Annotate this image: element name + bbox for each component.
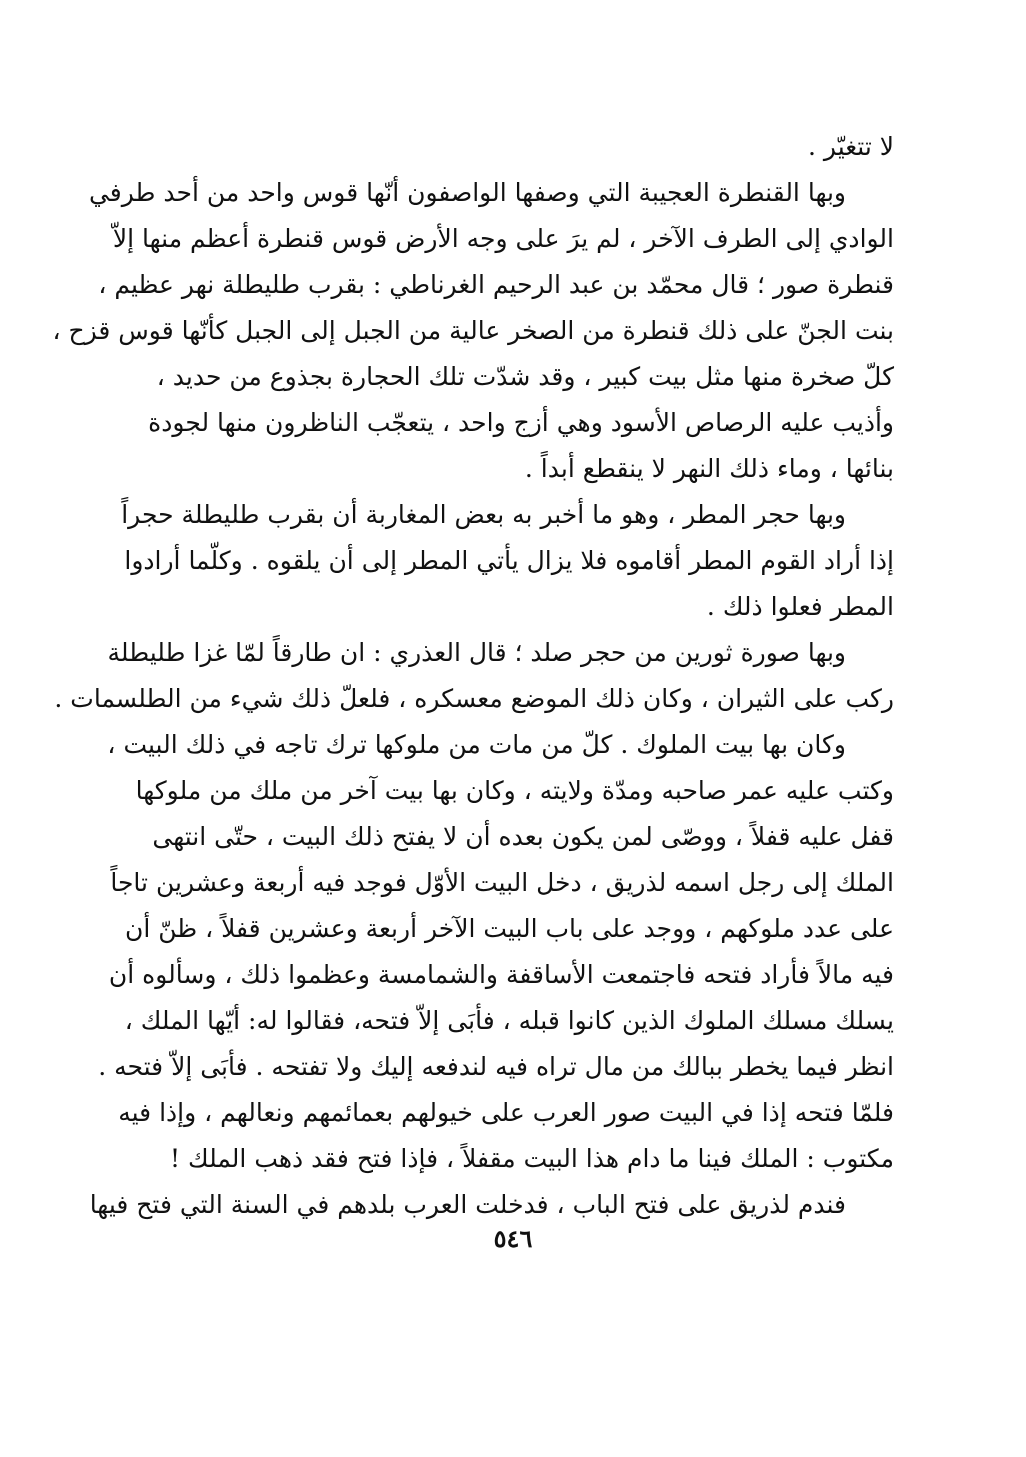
text-line: وكان بها بيت الملوك . كلّ من مات من ملوكها ترك تاجه في ذلك البيت ، (107, 730, 846, 759)
text-line: وبها صورة ثورين من حجر صلد ؛ قال العذري : ان طارقاً لمّا غزا طليطلة (107, 638, 846, 667)
text-line: المطر فعلوا ذلك . (706, 592, 894, 621)
text-line: إذا أراد القوم المطر أقاموه فلا يزال يأتي المطر إلى أن يلقوه . وكلّما أرادوا (124, 546, 894, 575)
text-line: وبها حجر المطر ، وهو ما أخبر به بعض المغاربة أن بقرب طليطلة حجراً (121, 500, 846, 529)
text-line: انظر فيما يخطر ببالك من مال تراه فيه لندفعه إليك ولا تفتحه . فأبَى إلاّ فتحه . (98, 1052, 894, 1081)
text-line: بنت الجنّ على ذلك قنطرة من الصخر عالية من الجبل إلى الجبل كأنّها قوس قزح ، (52, 316, 894, 345)
text-line: الوادي إلى الطرف الآخر ، لم يرَ على وجه الأرض قوس قنطرة أعظم منها إلاّ (112, 224, 894, 253)
page-text-body (52, 124, 894, 1228)
text-line: كلّ صخرة منها مثل بيت كبير ، وقد شدّت تلك الحجارة بجذوع من حديد ، (156, 362, 894, 391)
text-line: يسلك مسلك الملوك الذين كانوا قبله ، فأبَى إلاّ فتحه، فقالوا له: أيّها الملك ، (124, 1006, 894, 1035)
text-line: فيه مالاً فأراد فتحه فاجتمعت الأساقفة والشمامسة وعظموا ذلك ، وسألوه أن (108, 960, 894, 989)
text-line: قفل عليه قفلاً ، ووصّى لمن يكون بعده أن لا يفتح ذلك البيت ، حتّى انتهى (152, 822, 894, 851)
text-line: الملك إلى رجل اسمه لذريق ، دخل البيت الأوّل فوجد فيه أربعة وعشرين تاجاً (110, 868, 894, 897)
text-line: على عدد ملوكهم ، ووجد على باب البيت الآخر أربعة وعشرين قفلاً ، ظنّ أن (124, 914, 894, 943)
text-line: وكتب عليه عمر صاحبه ومدّة ولايته ، وكان بها بيت آخر من ملك من ملوكها (135, 776, 894, 805)
text-line: ركب على الثيران ، وكان ذلك الموضع معسكره ، فلعلّ ذلك شيء من الطلسمات . (54, 684, 894, 713)
text-line: لا تتغيّر . (808, 132, 894, 161)
page-number: ٥٤٦ (493, 1224, 533, 1253)
text-line: وأذيب عليه الرصاص الأسود وهي أزج واحد ، يتعجّب الناظرون منها لجودة (148, 408, 894, 437)
text-line: مكتوب : الملك فينا ما دام هذا البيت مقفلاً ، فإذا فتح فقد ذهب الملك ! (170, 1144, 894, 1173)
text-line: فندم لذريق على فتح الباب ، فدخلت العرب بلدهم في السنة التي فتح فيها (89, 1190, 846, 1219)
text-line: فلمّا فتحه إذا في البيت صور العرب على خيولهم بعمائمهم ونعالهم ، وإذا فيه (118, 1098, 894, 1127)
text-line: بنائها ، وماء ذلك النهر لا ينقطع أبداً . (524, 454, 894, 483)
text-line: وبها القنطرة العجيبة التي وصفها الواصفون أنّها قوس واحد من أحد طرفي (88, 178, 846, 207)
text-line: قنطرة صور ؛ قال محمّد بن عبد الرحيم الغرناطي : بقرب طليطلة نهر عظيم ، (98, 270, 894, 299)
